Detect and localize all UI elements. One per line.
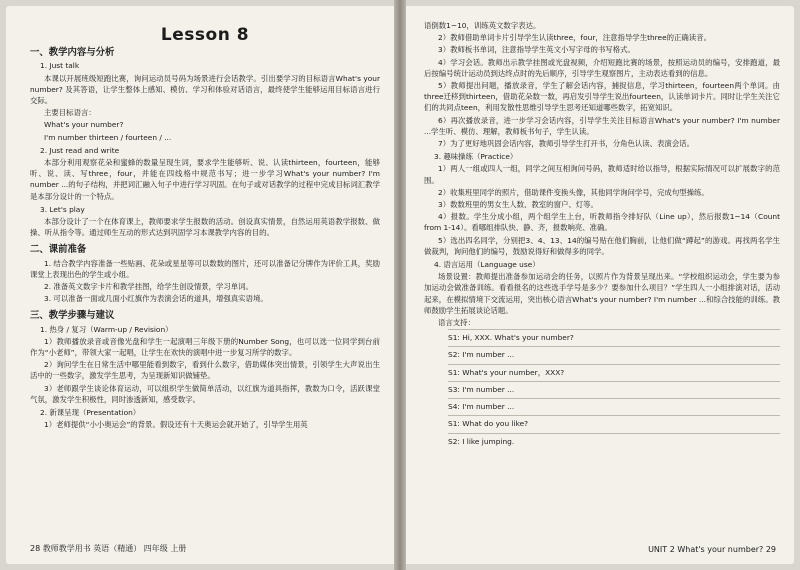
dialogue-line: S3: I'm number ... <box>448 381 780 397</box>
paragraph: 5）选出四名同学，分别把3、4、13、14的编号贴在他们胸前，让他们做“蹲起”的游戏。再找两名学生做裁判，询问他们的编号，鼓励说得好和做得多的同学。 <box>424 235 780 256</box>
paragraph: 1）两人一组或四人一组，同学之间互相询问号码，教师适时给以指导，根据实际情况可以扩展数字的范围。 <box>424 164 780 185</box>
section-heading: 二、课前准备 <box>30 244 87 256</box>
page-footer-left: 28 教师教学用书 英语（精通） 四年级 上册 <box>30 544 187 553</box>
dialogue-line: S1: What do you like? <box>448 415 780 431</box>
paragraph: 2. 准备英文数字卡片和教学挂图，给学生创设情景，学习单词。 <box>44 282 253 292</box>
paragraph: 本课以开展班级短跑比赛，询问运动员号码为场景进行会话教学。引出要学习的目标语言What's your number? 及其答语，让学生整体上感知、模仿、学习和体验对话语言，最终使学生能够运用目标语言进行交际。 <box>30 73 380 106</box>
target-line: I'm number thirteen / fourteen / ... <box>44 132 172 142</box>
right-page-content <box>424 20 780 449</box>
dialogue-line: S2: I'm number ... <box>448 346 780 362</box>
language-support-label: 语言支持： <box>438 318 475 328</box>
subsection-label: 2. 新课呈现（Presentation） <box>40 408 141 418</box>
paragraph: 1）教师播放录音或音像光盘和学生一起演唱三年级下册的Number Song，也可以选一位同学到台前作为“小老师”，带领大家一起唱，让学生在欢快的演唱中进一步复习所学的数字。 <box>30 336 380 358</box>
subsection-label: 3. Let's play <box>40 204 85 214</box>
paragraph: 3）老师跟学生谈论体育运动，可以组织学生做简单活动，以红旗为道具指挥，教数为口令，活跃课堂气氛，激发学生积极性，同时渗透新知，感受数字。 <box>30 383 380 404</box>
dialogue-line: S4: I'm number ... <box>448 398 780 414</box>
paragraph: 本部分利用观察花朵和蜜蜂的数量呈现生词，要求学生能够听、说、认读thirteen，fourteen，能够听、说、读、写three，four，并能在四线格中规范书写；进一步学习What's your number? I'm number ...的句子结构，并把词汇融入句子中进行学习巩固。在句子或对话教学的过程中完成目标词汇教学是本部分设计的一个特点。 <box>30 158 380 201</box>
dialogue-line: S1: What's your number，XXX? <box>448 364 780 380</box>
page-footer-right: UNIT 2 What's your number? 29 <box>648 545 776 554</box>
paragraph: 1. 结合教学内容准备一些贴画、花朵或星星等可以数数的图片，还可以准备记分牌作为评价工具，奖励课堂上表现出色的学生或小组。 <box>30 258 380 279</box>
paragraph: 1）老师提供“小小奥运会”的背景。假设还有十天奥运会就开始了，引导学生用英 <box>44 420 308 430</box>
paragraph: 3）教师板书单词，注意指导学生英文小写字母的书写格式。 <box>438 45 635 55</box>
sub-label: 主要目标语言： <box>44 108 96 118</box>
lesson-title: Lesson 8 <box>160 25 250 45</box>
subsection-label: 4. 语言运用（Language use） <box>434 260 540 270</box>
target-line: What's your number? <box>44 120 124 130</box>
section-heading: 三、教学步骤与建议 <box>30 310 115 322</box>
section-heading: 一、教学内容与分析 <box>30 47 115 59</box>
paragraph: 5）教师提出问题，播放录音，学生了解会话内容，捕捉信息，学习thirteen，fourteen两个单词。由three迁移到thirteen，借助花朵数一数，再启发引导学生说出fourteen，认读单词卡片。同时让学生关注它们的共同点teen，利用发散性思维引导学生思考还知道哪些数字，拓宽知识。 <box>424 81 780 113</box>
book-gutter <box>394 0 406 570</box>
subsection-label: 3. 趣味操练（Practice） <box>434 152 518 162</box>
paragraph: 2）教师借助单词卡片引导学生认读three，four，注意指导学生three的正确读音。 <box>438 33 711 43</box>
paragraph: 4）学习会话。教师出示教学挂图或光盘视频，介绍短跑比赛的场景，按照运动员的编号，安排跑道，最后按编号统计运动员到达终点时的先后顺序，引导学生观察图片，主动表达看到的信息。 <box>424 57 780 78</box>
paragraph: 场景设置：教师提出准备参加运动会的任务，以照片作为背景呈现出来。“学校组织运动会，学生要为参加运动会做准备训练。看看报名的这些选手学号是多少？要参加什么项目？”学生四人一小组排演对话，活动起来，在模拟情境下交流运用，突出核心语言What's your number? I'm number ...和综合技能的训练。教师鼓励学生拓展谈论话题。 <box>424 272 780 315</box>
right-page <box>406 6 794 564</box>
subsection-label: 2. Just read and write <box>40 145 120 155</box>
paragraph: 3. 可以准备一面或几面小红旗作为表演会话的道具，增强真实语境。 <box>44 294 268 304</box>
paragraph: 3）数数班里的男女生人数、教室的窗户、灯等。 <box>438 200 598 210</box>
paragraph: 语倒数1~10，训练英文数字表达。 <box>424 21 541 30</box>
paragraph: 4）报数。学生分成小组，两个组学生上台，听教师指令排好队（Line up），然后报数1~14（Count from 1-14）。看哪组排队快、静、齐，报数响亮、准确。 <box>424 212 780 233</box>
left-page <box>6 6 394 564</box>
paragraph: 6）再次播放录音，进一步学习会话内容，引导学生关注目标语言What's your number? I'm number ...学生听、模仿、理解，教师板书句子，学生认读。 <box>424 115 780 136</box>
paragraph: 7）为了更好地巩固会话内容，教师引导学生打开书，分角色认读、表演会话。 <box>438 139 694 149</box>
subsection-label: 1. 热身 / 复习（Warm-up / Revision） <box>40 324 173 334</box>
left-page-content <box>30 20 380 432</box>
subsection-label: 1. Just talk <box>40 61 80 71</box>
paragraph: 2）询问学生在日常生活中哪里能看到数字，看到什么数字，借助媒体突出情景，引领学生大声说出生活中的一些数字，激发学生思考，为呈现新知识做铺垫。 <box>30 360 380 381</box>
dialogue-line: S2: I like jumping. <box>448 433 780 449</box>
dialogue-line: S1: Hi, XXX. What's your number? <box>448 329 780 345</box>
paragraph: 本部分设计了一个在体育课上，教师要求学生报数的活动。创设真实情景，自然运用英语教学报数、做操、听从指令等。通过师生互动的形式达到巩固学习本课教学内容的目的。 <box>30 217 380 238</box>
paragraph: 2）收集班里同学的照片，借助课件变换头像，其他同学询问学号，完成句型操练。 <box>438 187 709 197</box>
